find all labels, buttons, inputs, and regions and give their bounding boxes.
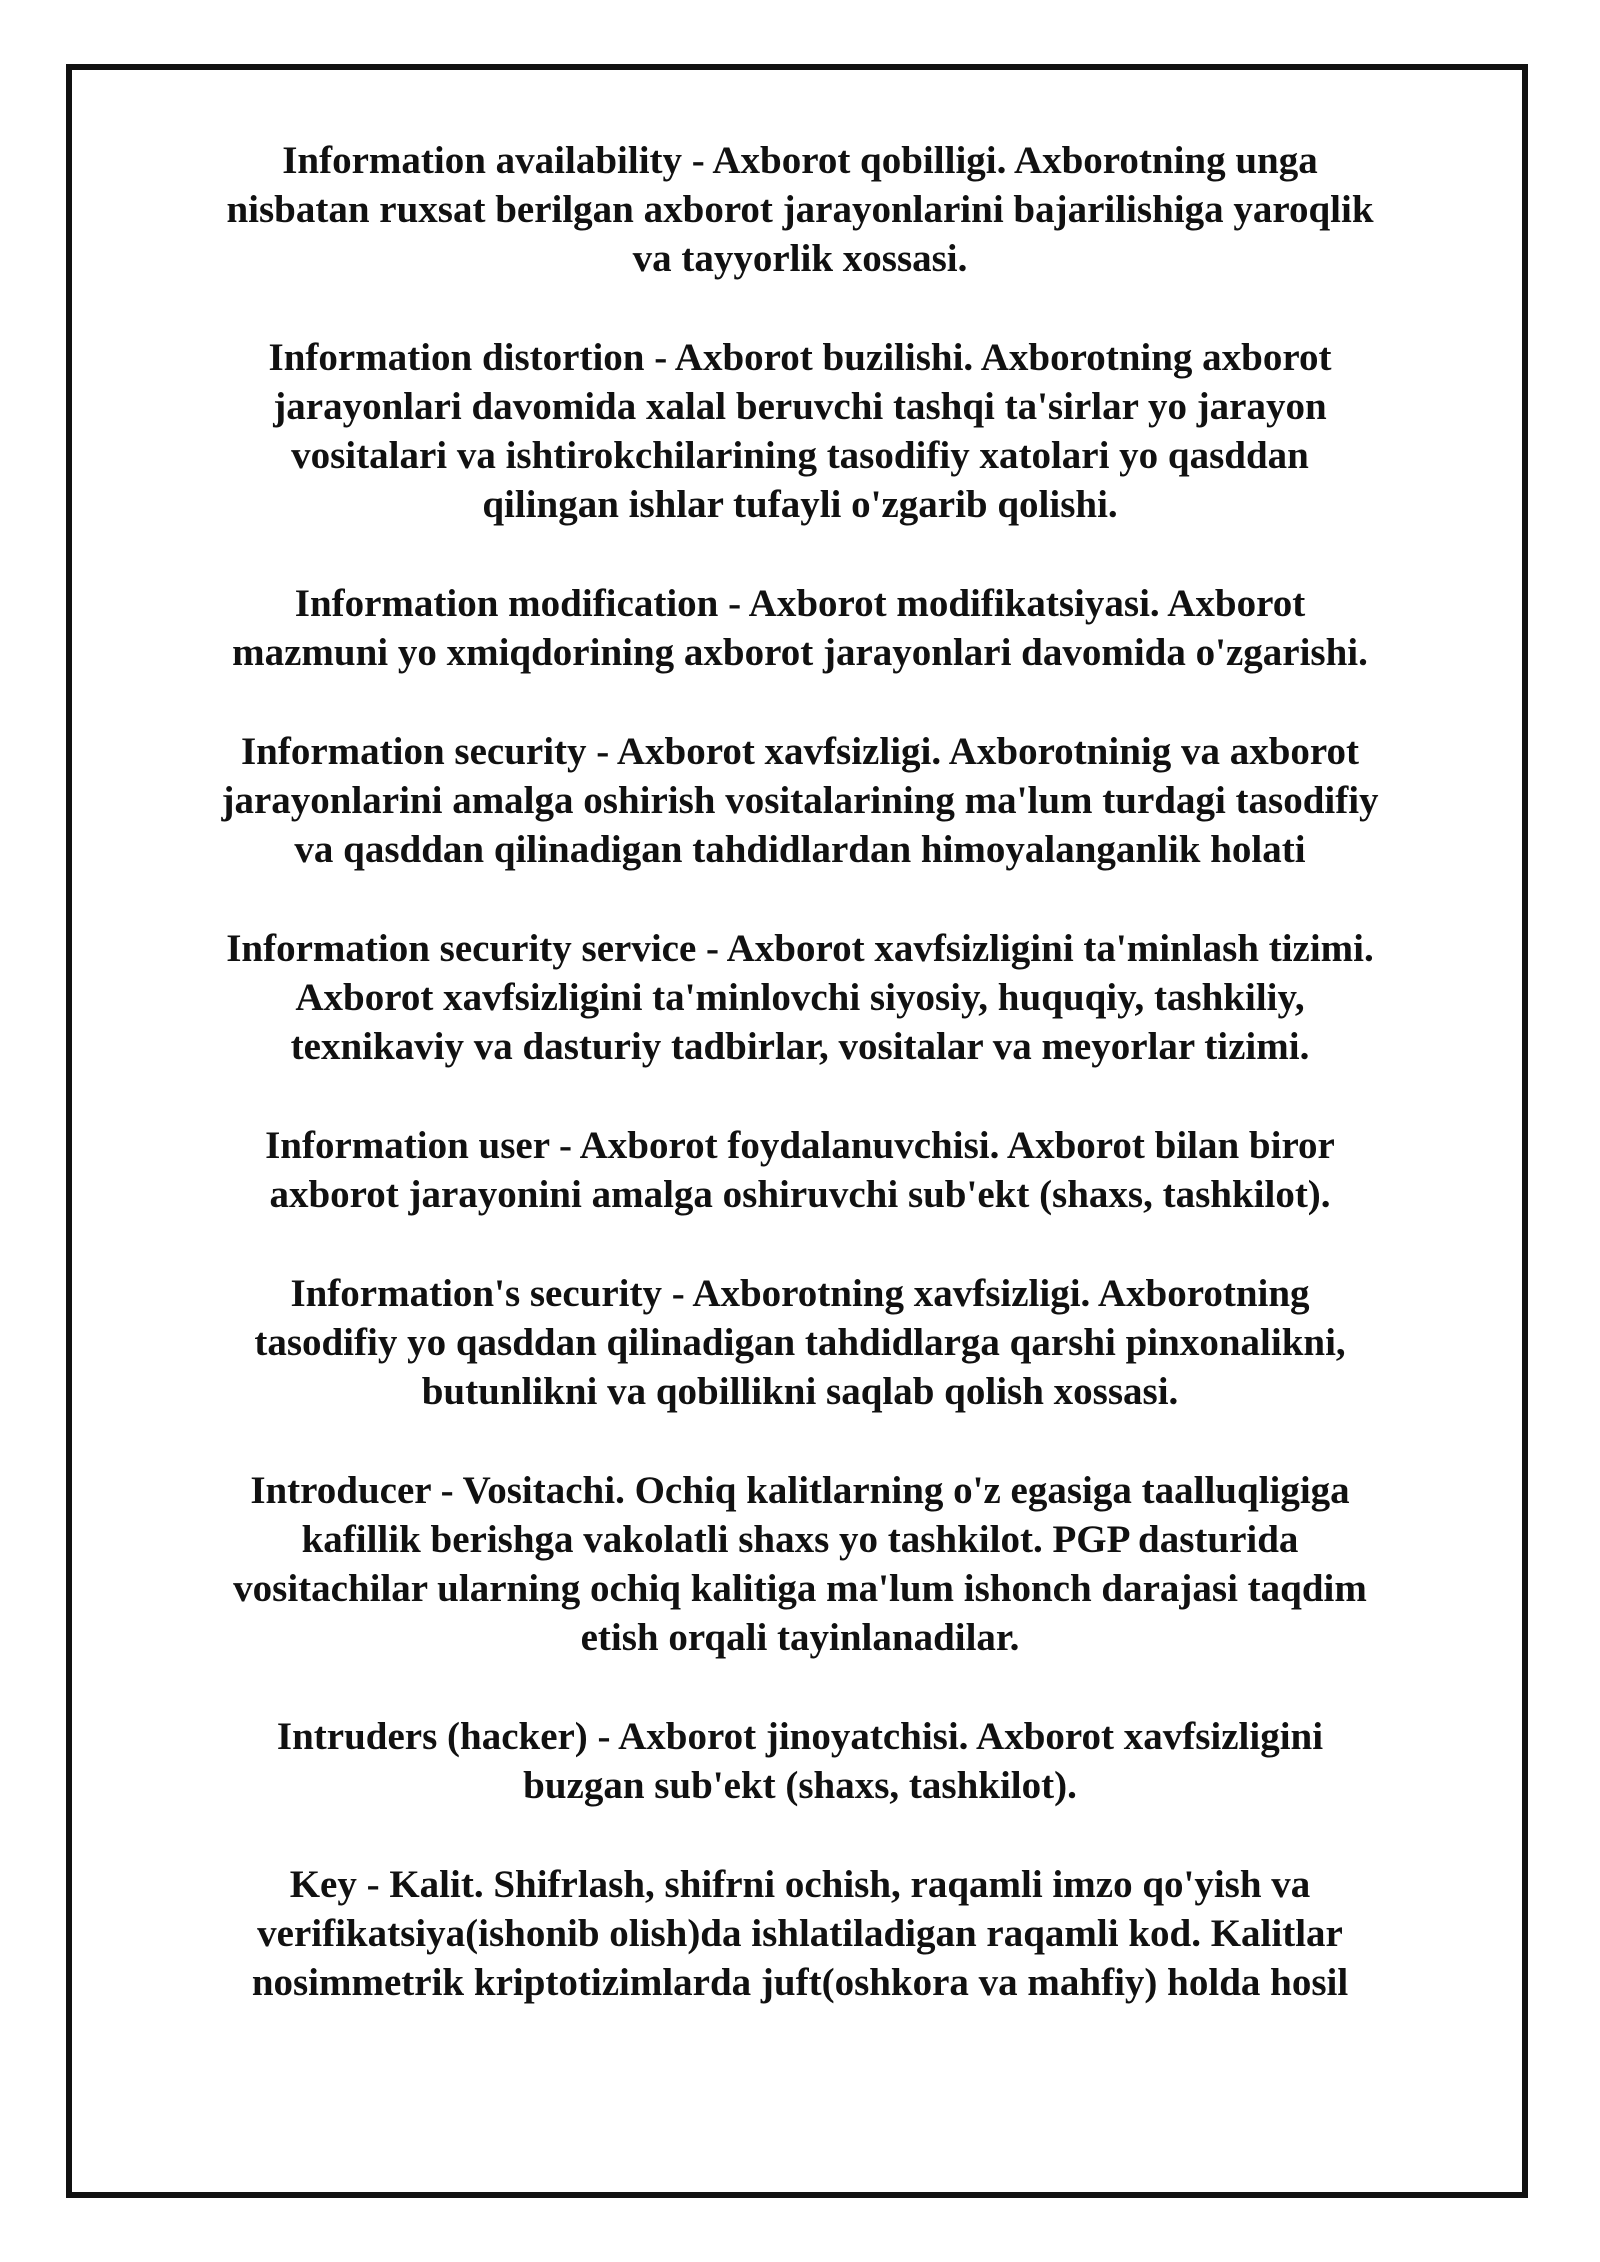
entry-line: verifikatsiya(ishonib olish)da ishlatiladigan raqamli kod. Kalitlar (257, 1912, 1343, 1955)
glossary-entry-introducer (108, 1466, 1492, 1662)
glossary-entry-informations-security (108, 1269, 1492, 1416)
glossary-content (108, 136, 1492, 2057)
glossary-entry-information-security-service (108, 924, 1492, 1071)
entry-line: texnikaviy va dasturiy tadbirlar, vositalar va meyorlar tizimi. (290, 1025, 1310, 1068)
entry-line: va qasddan qilinadigan tahdidlardan himoyalanganlik holati (294, 828, 1306, 871)
entry-line: tasodifiy yo qasddan qilinadigan tahdidlarga qarshi pinxonalikni, (254, 1321, 1346, 1364)
entry-line: Information distortion - Axborot buzilishi. Axborotning axborot (268, 336, 1332, 379)
entry-line: vositalari va ishtirokchilarining tasodifiy xatolari yo qasddan (291, 434, 1309, 477)
glossary-entry-intruders (108, 1712, 1492, 1810)
entry-line: nisbatan ruxsat berilgan axborot jarayonlarini bajarilishiga yaroqlik (226, 188, 1374, 231)
entry-line: va tayyorlik xossasi. (632, 237, 968, 280)
entry-line: axborot jarayonini amalga oshiruvchi sub'ekt (shaxs, tashkilot). (269, 1173, 1331, 1216)
entry-line: Information availability - Axborot qobilligi. Axborotning unga (282, 139, 1318, 182)
glossary-entry-key (108, 1860, 1492, 2007)
glossary-entry-information-user (108, 1121, 1492, 1219)
entry-line: Information security service - Axborot xavfsizligini ta'minlash tizimi. (226, 927, 1374, 970)
entry-line: qilingan ishlar tufayli o'zgarib qolishi. (482, 483, 1118, 526)
entry-line: kafillik berishga vakolatli shaxs yo tashkilot. PGP dasturida (301, 1518, 1299, 1561)
entry-line: jarayonlarini amalga oshirish vositalarining ma'lum turdagi tasodifiy (221, 779, 1379, 822)
glossary-entry-information-availability (108, 136, 1492, 283)
glossary-entry-information-security (108, 727, 1492, 874)
entry-line: Information user - Axborot foydalanuvchisi. Axborot bilan biror (265, 1124, 1335, 1167)
entry-line: buzgan sub'ekt (shaxs, tashkilot). (523, 1764, 1077, 1807)
entry-line: Intruders (hacker) - Axborot jinoyatchisi. Axborot xavfsizligini (276, 1715, 1324, 1758)
entry-line: butunlikni va qobillikni saqlab qolish xossasi. (421, 1370, 1179, 1413)
entry-line: Information modification - Axborot modifikatsiyasi. Axborot (294, 582, 1306, 625)
entry-line: nosimmetrik kriptotizimlarda juft(oshkora va mahfiy) holda hosil (251, 1961, 1349, 2004)
entry-line: etish orqali tayinlanadilar. (580, 1616, 1020, 1659)
glossary-entry-information-distortion (108, 333, 1492, 529)
entry-line: Axborot xavfsizligini ta'minlovchi siyosiy, huquqiy, tashkiliy, (295, 976, 1305, 1019)
entry-line: vositachilar ularning ochiq kalitiga ma'lum ishonch darajasi taqdim (233, 1567, 1367, 1610)
entry-line: Information security - Axborot xavfsizligi. Axborotninig va axborot (240, 730, 1359, 773)
entry-line: Introducer - Vositachi. Ochiq kalitlarning o'z egasiga taalluqligiga (250, 1469, 1350, 1512)
glossary-entry-information-modification (108, 579, 1492, 677)
entry-line: jarayonlari davomida xalal beruvchi tashqi ta'sirlar yo jarayon (273, 385, 1327, 428)
entry-line: mazmuni yo xmiqdorining axborot jarayonlari davomida o'zgarishi. (232, 631, 1368, 674)
entry-line: Information's security - Axborotning xavfsizligi. Axborotning (290, 1272, 1310, 1315)
entry-line: Key - Kalit. Shifrlash, shifrni ochish, raqamli imzo qo'yish va (289, 1863, 1311, 1906)
